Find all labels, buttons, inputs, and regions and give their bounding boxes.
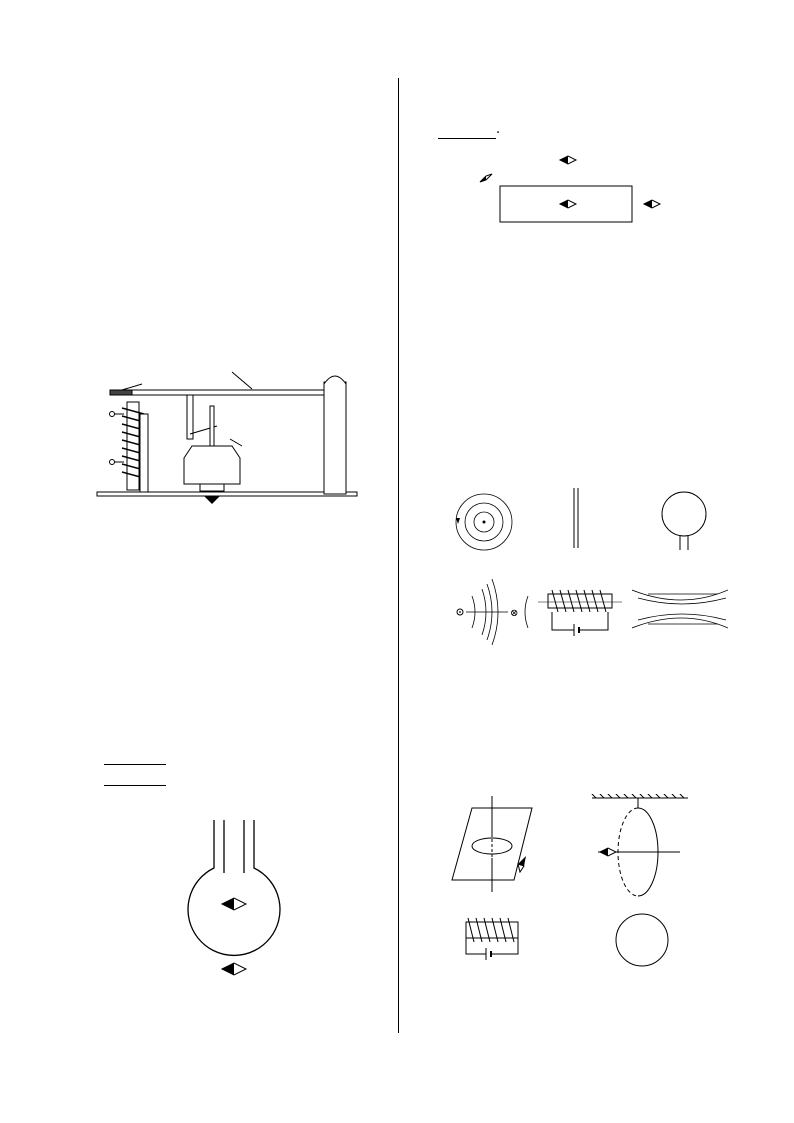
rubber-chamber (184, 446, 240, 484)
pump-rod (187, 395, 193, 439)
figure-2-2-4 (82, 344, 387, 524)
diagram-2 (590, 794, 688, 896)
air-valve (200, 484, 224, 491)
figure-2-2-6 (472, 150, 678, 250)
column-divider (398, 78, 399, 1033)
answer-blank[interactable] (104, 748, 166, 765)
air-tube-arrow (204, 496, 220, 504)
compass-needle-below-black (222, 963, 234, 975)
figure-2-2-8 (448, 794, 698, 1024)
spring-metal-strip (110, 390, 324, 395)
terminal-a (110, 412, 115, 417)
diagram-f (632, 590, 728, 628)
figure-2-2-7 (452, 484, 728, 674)
needle-d-black (560, 200, 568, 208)
answer-blank[interactable] (104, 769, 166, 786)
diagram-1 (452, 796, 532, 892)
pump-base (97, 492, 357, 496)
diagram-b (574, 488, 578, 548)
fixed-post (324, 382, 346, 494)
diagram-c (662, 492, 706, 550)
diagram-3 (466, 918, 518, 960)
diagram-4 (616, 914, 668, 966)
diagram-e (538, 590, 622, 636)
figure-2-2-5 (184, 820, 314, 990)
ring-outline (188, 820, 280, 955)
compass-needle-inner-black (222, 898, 234, 910)
diagram-d (457, 579, 528, 645)
electromagnet-support (140, 414, 148, 492)
q9-line (104, 748, 166, 765)
terminal-b (110, 460, 115, 465)
answer-blank[interactable] (438, 122, 496, 139)
diagram-a (456, 494, 512, 550)
chamber-rod (210, 406, 214, 446)
needle-b-black (560, 156, 568, 164)
q9-line (104, 769, 166, 786)
svg-text:⊗: ⊗ (510, 608, 519, 619)
fixed-post-cap (324, 376, 346, 384)
needle-c-black (644, 200, 652, 208)
q10-line: . (438, 122, 500, 139)
small-magnet-block (110, 390, 132, 395)
